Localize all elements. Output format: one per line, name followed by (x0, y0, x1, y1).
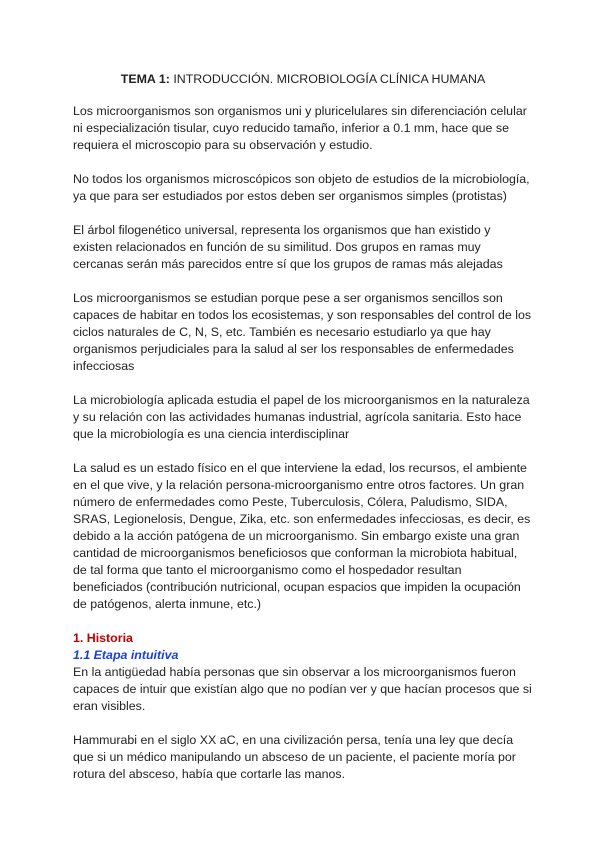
subsection-heading-etapa-intuitiva: 1.1 Etapa intuitiva (73, 648, 179, 662)
paragraph-why-study: Los microorganismos se estudian porque pese a ser organismos sencillos son capaces de habitar en todos los ecosistemas, y son responsables del control de los ciclos naturales de C, N, S, etc. También es necesario estudiarlo ya que hay organismos perjudiciales para la salud al ser los responsables de enfermedades infecciosas (73, 291, 532, 373)
paragraph-microorganisms-definition: Los microorganismos son organismos uni y pluricelulares sin diferenciación celular ni especialización tisular, cuyo reducido tamaño, inferior a 0.1 mm, hace que se requiera el microscopio para su observación y estudio. (73, 104, 527, 152)
document-page (73, 71, 533, 800)
title-text: INTRODUCCIÓN. MICROBIOLOGÍA CLÍNICA HUMANA (173, 72, 486, 86)
paragraph-microscopic-organisms: No todos los organismos microscópicos son objeto de estudios de la microbiología, ya que para ser estudiados por estos deben ser organismos simples (protistas) (73, 172, 530, 203)
section-heading-historia: 1. Historia (73, 631, 133, 645)
document-title (73, 71, 533, 88)
title-number: TEMA 1: (120, 72, 170, 86)
paragraph-antiquity: En la antigüedad había personas que sin observar a los microorganismos fueron capaces de intuir que existían algo que no podían ver y que hacían procesos que si eran visibles. (73, 665, 532, 713)
paragraph-applied-microbiology: La microbiología aplicada estudia el papel de los microorganismos en la naturaleza y su relación con las actividades humanas industrial, agrícola sanitaria. Esto hace que la microbiología es una ciencia interdisciplinar (73, 393, 530, 441)
paragraph-phylogenetic-tree: El árbol filogenético universal, representa los organismos que han existido y existen relacionados en función de su similitud. Dos grupos en ramas muy cercanas serán más parecidos entre sí que los grupos de ramas más alejadas (73, 223, 503, 271)
paragraph-hammurabi: Hammurabi en el siglo XX aC, en una civilización persa, tenía una ley que decía que si un médico manipulando un absceso de un paciente, el paciente moría por rotura del absceso, había que cortarle las manos. (73, 733, 516, 781)
paragraph-health: La salud es un estado físico en el que interviene la edad, los recursos, el ambiente en el que vive, y la relación persona-microorganismo entre otros factores. Un gran número de enfermedades como Peste, Tuberculosis, Cólera, Paludismo, SIDA, SRAS, Legionelosis, Dengue, Zika, etc. son enfermedades infecciosas, es decir, es debido a la acción patógena de un microorganismo. Sin embargo existe una gran cantidad de microorganismos beneficiosos que conforman la microbiota habitual, de tal forma que tanto el microorganismo como el hospedador resultan beneficiados (contribución nutricional, ocupan espacios que impiden la ocupación de patógenos, alerta inmune, etc.) (73, 461, 531, 611)
